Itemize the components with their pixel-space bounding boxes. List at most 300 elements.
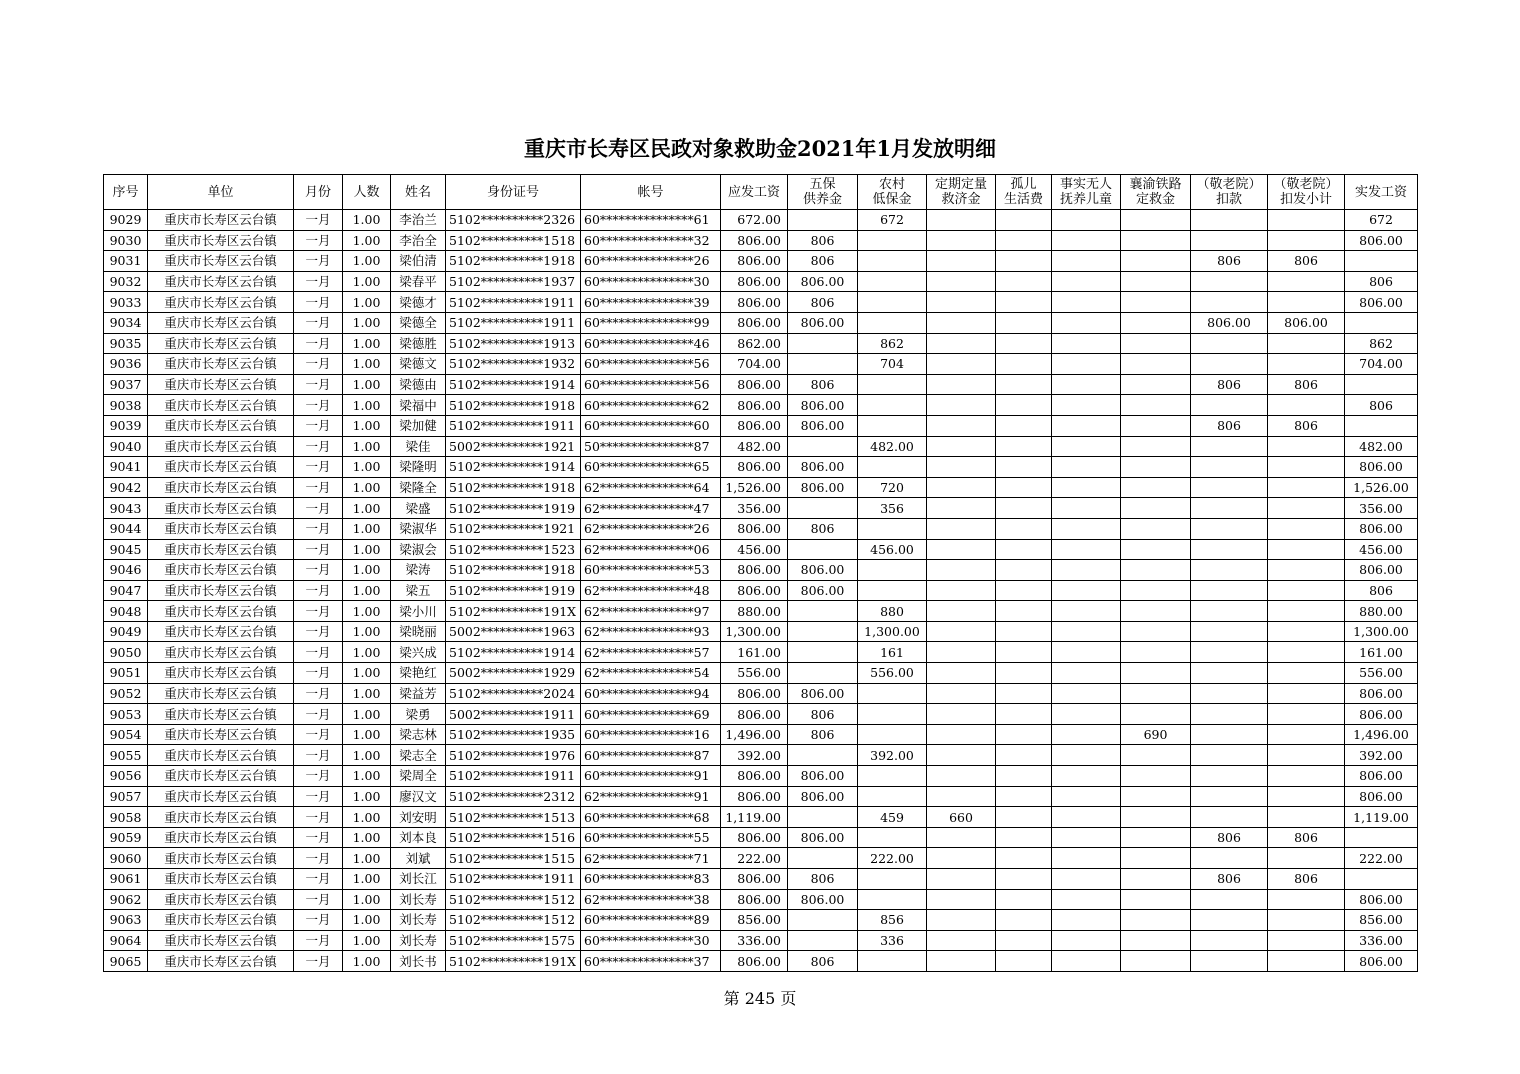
cell-rural-subsistence	[858, 230, 927, 251]
cell-actual-pay: 806.00	[1345, 518, 1418, 539]
cell-account: 60***************83	[581, 869, 721, 890]
cell-nursing-home-deduction-subtotal	[1268, 951, 1345, 972]
cell-actual-pay: 1,300.00	[1345, 621, 1418, 642]
cell-account: 60***************30	[581, 930, 721, 951]
cell-payable: 806.00	[721, 374, 788, 395]
cell-five-guarantee	[788, 601, 858, 622]
cell-account: 60***************94	[581, 683, 721, 704]
cell-id-number: 5102**********1513	[446, 807, 581, 828]
cell-month: 一月	[294, 642, 343, 663]
table-row	[104, 889, 1418, 910]
cell-fixed-relief	[927, 848, 996, 869]
cell-de-facto-unsupported-child	[1052, 745, 1121, 766]
cell-id-number: 5102**********2312	[446, 786, 581, 807]
cell-rural-subsistence	[858, 683, 927, 704]
cell-id-number: 5102**********1937	[446, 271, 581, 292]
cell-payable: 862.00	[721, 333, 788, 354]
cell-nursing-home-deduction-subtotal	[1268, 210, 1345, 231]
cell-rural-subsistence: 392.00	[858, 745, 927, 766]
cell-seq: 9053	[104, 704, 148, 725]
cell-name: 梁益芳	[391, 683, 446, 704]
cell-unit: 重庆市长寿区云台镇	[148, 560, 294, 581]
cell-actual-pay: 336.00	[1345, 930, 1418, 951]
cell-name: 梁加健	[391, 415, 446, 436]
cell-unit: 重庆市长寿区云台镇	[148, 436, 294, 457]
cell-id-number: 5102**********1512	[446, 910, 581, 931]
cell-name: 刘安明	[391, 807, 446, 828]
cell-name: 李治全	[391, 230, 446, 251]
cell-count: 1.00	[343, 312, 391, 333]
cell-account: 60***************56	[581, 374, 721, 395]
cell-count: 1.00	[343, 642, 391, 663]
cell-de-facto-unsupported-child	[1052, 951, 1121, 972]
cell-orphan-living	[996, 312, 1052, 333]
cell-payable: 556.00	[721, 663, 788, 684]
cell-fixed-relief	[927, 374, 996, 395]
cell-name: 梁德胜	[391, 333, 446, 354]
cell-rural-subsistence: 856	[858, 910, 927, 931]
cell-id-number: 5002**********1929	[446, 663, 581, 684]
cell-id-number: 5102**********1911	[446, 312, 581, 333]
table-row	[104, 539, 1418, 560]
cell-name: 梁淑华	[391, 518, 446, 539]
cell-unit: 重庆市长寿区云台镇	[148, 621, 294, 642]
cell-id-number: 5102**********1911	[446, 869, 581, 890]
cell-de-facto-unsupported-child	[1052, 786, 1121, 807]
cell-fixed-relief	[927, 951, 996, 972]
cell-nursing-home-deduction-subtotal	[1268, 663, 1345, 684]
cell-month: 一月	[294, 395, 343, 416]
cell-five-guarantee: 806.00	[788, 560, 858, 581]
cell-month: 一月	[294, 498, 343, 519]
cell-xiangyu-railway-relief	[1121, 354, 1191, 375]
cell-orphan-living	[996, 848, 1052, 869]
cell-de-facto-unsupported-child	[1052, 374, 1121, 395]
header-name: 姓名	[391, 175, 446, 210]
cell-payable: 806.00	[721, 951, 788, 972]
cell-count: 1.00	[343, 724, 391, 745]
table-row	[104, 498, 1418, 519]
cell-account: 62***************64	[581, 477, 721, 498]
cell-unit: 重庆市长寿区云台镇	[148, 910, 294, 931]
cell-month: 一月	[294, 271, 343, 292]
cell-orphan-living	[996, 930, 1052, 951]
cell-rural-subsistence	[858, 889, 927, 910]
cell-xiangyu-railway-relief	[1121, 230, 1191, 251]
cell-xiangyu-railway-relief	[1121, 477, 1191, 498]
cell-nursing-home-deduction	[1191, 477, 1268, 498]
cell-de-facto-unsupported-child	[1052, 704, 1121, 725]
cell-rural-subsistence	[858, 724, 927, 745]
cell-seq: 9060	[104, 848, 148, 869]
cell-name: 梁周全	[391, 766, 446, 787]
cell-de-facto-unsupported-child	[1052, 415, 1121, 436]
cell-fixed-relief	[927, 724, 996, 745]
cell-payable: 806.00	[721, 230, 788, 251]
cell-month: 一月	[294, 312, 343, 333]
cell-nursing-home-deduction	[1191, 210, 1268, 231]
cell-payable: 806.00	[721, 683, 788, 704]
header-five-guarantee: 五保 供养金	[788, 175, 858, 210]
cell-nursing-home-deduction: 806	[1191, 251, 1268, 272]
cell-actual-pay	[1345, 869, 1418, 890]
cell-nursing-home-deduction: 806.00	[1191, 312, 1268, 333]
cell-nursing-home-deduction	[1191, 807, 1268, 828]
cell-id-number: 5102**********1918	[446, 560, 581, 581]
cell-unit: 重庆市长寿区云台镇	[148, 498, 294, 519]
cell-seq: 9033	[104, 292, 148, 313]
cell-account: 60***************65	[581, 457, 721, 478]
cell-nursing-home-deduction-subtotal	[1268, 560, 1345, 581]
table-row	[104, 930, 1418, 951]
cell-five-guarantee: 806	[788, 230, 858, 251]
cell-seq: 9043	[104, 498, 148, 519]
cell-actual-pay: 1,526.00	[1345, 477, 1418, 498]
cell-de-facto-unsupported-child	[1052, 807, 1121, 828]
cell-xiangyu-railway-relief	[1121, 436, 1191, 457]
cell-seq: 9051	[104, 663, 148, 684]
cell-seq: 9047	[104, 580, 148, 601]
table-row	[104, 683, 1418, 704]
cell-rural-subsistence	[858, 704, 927, 725]
cell-account: 60***************89	[581, 910, 721, 931]
cell-seq: 9052	[104, 683, 148, 704]
cell-account: 62***************06	[581, 539, 721, 560]
cell-nursing-home-deduction-subtotal	[1268, 704, 1345, 725]
cell-count: 1.00	[343, 539, 391, 560]
cell-xiangyu-railway-relief	[1121, 395, 1191, 416]
cell-orphan-living	[996, 601, 1052, 622]
cell-unit: 重庆市长寿区云台镇	[148, 724, 294, 745]
cell-nursing-home-deduction	[1191, 766, 1268, 787]
cell-unit: 重庆市长寿区云台镇	[148, 848, 294, 869]
cell-seq: 9050	[104, 642, 148, 663]
cell-nursing-home-deduction	[1191, 930, 1268, 951]
cell-payable: 806.00	[721, 395, 788, 416]
cell-unit: 重庆市长寿区云台镇	[148, 786, 294, 807]
cell-seq: 9041	[104, 457, 148, 478]
table-row	[104, 436, 1418, 457]
header-xiangyu-railway-relief: 襄渝铁路 定救金	[1121, 175, 1191, 210]
cell-actual-pay	[1345, 312, 1418, 333]
cell-month: 一月	[294, 621, 343, 642]
cell-five-guarantee: 806	[788, 724, 858, 745]
table-header-row	[104, 175, 1418, 210]
cell-rural-subsistence: 482.00	[858, 436, 927, 457]
cell-name: 梁淑会	[391, 539, 446, 560]
cell-five-guarantee: 806.00	[788, 683, 858, 704]
cell-unit: 重庆市长寿区云台镇	[148, 683, 294, 704]
cell-orphan-living	[996, 395, 1052, 416]
cell-nursing-home-deduction-subtotal: 806	[1268, 251, 1345, 272]
cell-account: 62***************97	[581, 601, 721, 622]
cell-payable: 806.00	[721, 827, 788, 848]
cell-rural-subsistence	[858, 374, 927, 395]
cell-count: 1.00	[343, 230, 391, 251]
cell-unit: 重庆市长寿区云台镇	[148, 642, 294, 663]
cell-orphan-living	[996, 786, 1052, 807]
cell-name: 刘本良	[391, 827, 446, 848]
cell-unit: 重庆市长寿区云台镇	[148, 704, 294, 725]
cell-orphan-living	[996, 539, 1052, 560]
cell-rural-subsistence: 161	[858, 642, 927, 663]
cell-xiangyu-railway-relief	[1121, 786, 1191, 807]
cell-month: 一月	[294, 663, 343, 684]
cell-five-guarantee: 806.00	[788, 580, 858, 601]
cell-actual-pay: 806.00	[1345, 704, 1418, 725]
cell-de-facto-unsupported-child	[1052, 889, 1121, 910]
cell-xiangyu-railway-relief	[1121, 539, 1191, 560]
cell-month: 一月	[294, 230, 343, 251]
table-row	[104, 518, 1418, 539]
cell-account: 60***************53	[581, 560, 721, 581]
cell-rural-subsistence	[858, 951, 927, 972]
cell-payable: 806.00	[721, 251, 788, 272]
table-row	[104, 251, 1418, 272]
cell-seq: 9045	[104, 539, 148, 560]
cell-id-number: 5102**********1914	[446, 457, 581, 478]
cell-unit: 重庆市长寿区云台镇	[148, 580, 294, 601]
cell-rural-subsistence: 336	[858, 930, 927, 951]
cell-nursing-home-deduction	[1191, 539, 1268, 560]
header-count: 人数	[343, 175, 391, 210]
cell-count: 1.00	[343, 663, 391, 684]
table-row	[104, 745, 1418, 766]
cell-nursing-home-deduction	[1191, 951, 1268, 972]
cell-name: 梁福中	[391, 395, 446, 416]
cell-seq: 9062	[104, 889, 148, 910]
cell-fixed-relief	[927, 663, 996, 684]
cell-five-guarantee: 806.00	[788, 766, 858, 787]
cell-nursing-home-deduction-subtotal	[1268, 539, 1345, 560]
cell-payable: 806.00	[721, 889, 788, 910]
cell-name: 梁志全	[391, 745, 446, 766]
cell-nursing-home-deduction-subtotal	[1268, 745, 1345, 766]
cell-count: 1.00	[343, 354, 391, 375]
cell-xiangyu-railway-relief	[1121, 951, 1191, 972]
cell-actual-pay: 161.00	[1345, 642, 1418, 663]
cell-id-number: 5102**********2326	[446, 210, 581, 231]
cell-nursing-home-deduction	[1191, 642, 1268, 663]
header-de-facto-unsupported-child: 事实无人 抚养儿童	[1052, 175, 1121, 210]
cell-orphan-living	[996, 354, 1052, 375]
cell-count: 1.00	[343, 374, 391, 395]
cell-count: 1.00	[343, 436, 391, 457]
cell-count: 1.00	[343, 704, 391, 725]
header-month: 月份	[294, 175, 343, 210]
cell-xiangyu-railway-relief	[1121, 251, 1191, 272]
cell-fixed-relief	[927, 415, 996, 436]
cell-account: 62***************54	[581, 663, 721, 684]
cell-count: 1.00	[343, 601, 391, 622]
cell-seq: 9065	[104, 951, 148, 972]
cell-actual-pay: 806.00	[1345, 292, 1418, 313]
table-row	[104, 230, 1418, 251]
cell-month: 一月	[294, 436, 343, 457]
cell-id-number: 5102**********2024	[446, 683, 581, 704]
cell-seq: 9030	[104, 230, 148, 251]
cell-five-guarantee	[788, 354, 858, 375]
cell-id-number: 5102**********1921	[446, 518, 581, 539]
cell-nursing-home-deduction-subtotal	[1268, 889, 1345, 910]
table-row	[104, 271, 1418, 292]
cell-name: 梁勇	[391, 704, 446, 725]
cell-payable: 672.00	[721, 210, 788, 231]
cell-month: 一月	[294, 518, 343, 539]
cell-actual-pay	[1345, 374, 1418, 395]
cell-orphan-living	[996, 951, 1052, 972]
cell-fixed-relief	[927, 477, 996, 498]
cell-id-number: 5102**********1918	[446, 395, 581, 416]
cell-five-guarantee: 806	[788, 869, 858, 890]
header-fixed-relief: 定期定量 救济金	[927, 175, 996, 210]
cell-payable: 704.00	[721, 354, 788, 375]
header-orphan-living: 孤儿 生活费	[996, 175, 1052, 210]
header-nursing-home-deduction: （敬老院） 扣款	[1191, 175, 1268, 210]
cell-name: 梁涛	[391, 560, 446, 581]
cell-month: 一月	[294, 374, 343, 395]
cell-actual-pay: 806	[1345, 580, 1418, 601]
cell-count: 1.00	[343, 395, 391, 416]
cell-seq: 9035	[104, 333, 148, 354]
table-row	[104, 312, 1418, 333]
cell-unit: 重庆市长寿区云台镇	[148, 374, 294, 395]
cell-unit: 重庆市长寿区云台镇	[148, 889, 294, 910]
cell-nursing-home-deduction	[1191, 601, 1268, 622]
cell-fixed-relief: 660	[927, 807, 996, 828]
table-row	[104, 374, 1418, 395]
cell-nursing-home-deduction-subtotal	[1268, 930, 1345, 951]
cell-de-facto-unsupported-child	[1052, 354, 1121, 375]
cell-actual-pay: 806.00	[1345, 951, 1418, 972]
cell-five-guarantee	[788, 848, 858, 869]
cell-payable: 806.00	[721, 312, 788, 333]
cell-month: 一月	[294, 951, 343, 972]
cell-xiangyu-railway-relief	[1121, 642, 1191, 663]
cell-actual-pay: 806	[1345, 271, 1418, 292]
cell-five-guarantee: 806	[788, 518, 858, 539]
cell-actual-pay	[1345, 827, 1418, 848]
cell-nursing-home-deduction-subtotal	[1268, 395, 1345, 416]
cell-payable: 806.00	[721, 457, 788, 478]
cell-orphan-living	[996, 642, 1052, 663]
cell-rural-subsistence: 672	[858, 210, 927, 231]
cell-account: 60***************56	[581, 354, 721, 375]
cell-id-number: 5102**********191X	[446, 951, 581, 972]
cell-month: 一月	[294, 786, 343, 807]
cell-nursing-home-deduction-subtotal: 806	[1268, 415, 1345, 436]
cell-nursing-home-deduction	[1191, 560, 1268, 581]
cell-unit: 重庆市长寿区云台镇	[148, 312, 294, 333]
cell-xiangyu-railway-relief	[1121, 807, 1191, 828]
cell-xiangyu-railway-relief	[1121, 560, 1191, 581]
cell-month: 一月	[294, 210, 343, 231]
table-row	[104, 560, 1418, 581]
cell-payable: 1,496.00	[721, 724, 788, 745]
cell-xiangyu-railway-relief	[1121, 271, 1191, 292]
cell-month: 一月	[294, 889, 343, 910]
cell-orphan-living	[996, 374, 1052, 395]
cell-actual-pay: 806.00	[1345, 457, 1418, 478]
cell-fixed-relief	[927, 642, 996, 663]
cell-month: 一月	[294, 724, 343, 745]
cell-seq: 9054	[104, 724, 148, 745]
cell-id-number: 5102**********1976	[446, 745, 581, 766]
cell-orphan-living	[996, 271, 1052, 292]
cell-payable: 482.00	[721, 436, 788, 457]
cell-month: 一月	[294, 930, 343, 951]
cell-orphan-living	[996, 621, 1052, 642]
cell-payable: 336.00	[721, 930, 788, 951]
cell-actual-pay	[1345, 415, 1418, 436]
cell-name: 刘长江	[391, 869, 446, 890]
cell-unit: 重庆市长寿区云台镇	[148, 601, 294, 622]
cell-count: 1.00	[343, 498, 391, 519]
cell-nursing-home-deduction: 806	[1191, 415, 1268, 436]
cell-seq: 9034	[104, 312, 148, 333]
cell-orphan-living	[996, 436, 1052, 457]
cell-nursing-home-deduction: 806	[1191, 374, 1268, 395]
cell-rural-subsistence	[858, 457, 927, 478]
cell-fixed-relief	[927, 889, 996, 910]
cell-nursing-home-deduction	[1191, 683, 1268, 704]
cell-account: 62***************57	[581, 642, 721, 663]
cell-name: 梁隆明	[391, 457, 446, 478]
cell-actual-pay: 1,496.00	[1345, 724, 1418, 745]
cell-nursing-home-deduction	[1191, 292, 1268, 313]
cell-nursing-home-deduction	[1191, 910, 1268, 931]
cell-name: 梁艳红	[391, 663, 446, 684]
cell-id-number: 5102**********1918	[446, 477, 581, 498]
cell-id-number: 5102**********1911	[446, 415, 581, 436]
cell-de-facto-unsupported-child	[1052, 580, 1121, 601]
cell-fixed-relief	[927, 436, 996, 457]
cell-five-guarantee	[788, 930, 858, 951]
table-row	[104, 724, 1418, 745]
cell-five-guarantee	[788, 436, 858, 457]
cell-name: 梁佳	[391, 436, 446, 457]
cell-nursing-home-deduction-subtotal	[1268, 477, 1345, 498]
cell-actual-pay: 806.00	[1345, 683, 1418, 704]
cell-nursing-home-deduction	[1191, 786, 1268, 807]
cell-actual-pay: 806.00	[1345, 889, 1418, 910]
cell-nursing-home-deduction	[1191, 354, 1268, 375]
cell-month: 一月	[294, 477, 343, 498]
cell-name: 梁晓丽	[391, 621, 446, 642]
cell-de-facto-unsupported-child	[1052, 601, 1121, 622]
table-row	[104, 477, 1418, 498]
header-payable: 应发工资	[721, 175, 788, 210]
cell-month: 一月	[294, 560, 343, 581]
cell-orphan-living	[996, 663, 1052, 684]
cell-payable: 856.00	[721, 910, 788, 931]
cell-seq: 9042	[104, 477, 148, 498]
cell-de-facto-unsupported-child	[1052, 271, 1121, 292]
cell-actual-pay: 880.00	[1345, 601, 1418, 622]
cell-five-guarantee: 806.00	[788, 786, 858, 807]
cell-count: 1.00	[343, 333, 391, 354]
cell-de-facto-unsupported-child	[1052, 910, 1121, 931]
cell-five-guarantee	[788, 539, 858, 560]
cell-seq: 9038	[104, 395, 148, 416]
cell-fixed-relief	[927, 251, 996, 272]
cell-orphan-living	[996, 910, 1052, 931]
cell-unit: 重庆市长寿区云台镇	[148, 292, 294, 313]
cell-rural-subsistence: 720	[858, 477, 927, 498]
cell-de-facto-unsupported-child	[1052, 333, 1121, 354]
cell-five-guarantee	[788, 621, 858, 642]
cell-seq: 9055	[104, 745, 148, 766]
